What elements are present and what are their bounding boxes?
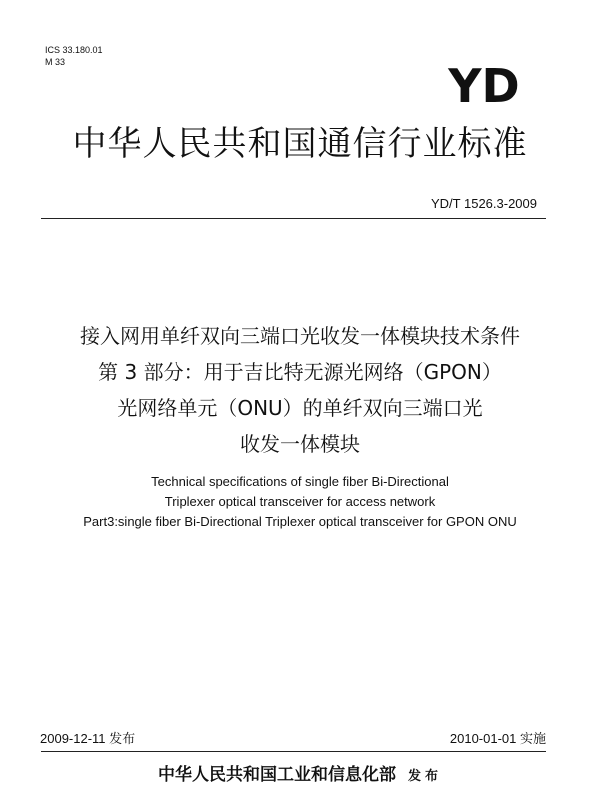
chinese-title: [0, 318, 600, 462]
publisher-suffix: 发布: [407, 769, 442, 784]
top-divider: [41, 218, 546, 219]
english-title-line-2: Triplexer optical transceiver for access network: [164, 494, 436, 509]
standard-number: YD/T 1526.3-2009: [431, 196, 537, 211]
english-title-line-1: Technical specifications of single fiber Bi-Directional: [151, 474, 449, 489]
chinese-title-line-3: 光网络单元（ONU）的单纤双向三端口光: [117, 396, 483, 420]
classification-codes: [45, 44, 103, 68]
chinese-title-line-2: 第 3 部分：用于吉比特无源光网络（GPON）: [98, 360, 502, 384]
issue-date: 2009-12-11 发布: [40, 731, 136, 746]
bottom-divider: [41, 751, 546, 752]
english-title: [0, 472, 600, 532]
category-code: M 33: [45, 57, 66, 67]
publisher: [0, 760, 600, 785]
page-title: 中华人民共和国通信行业标准: [72, 124, 528, 164]
chinese-title-line-1: 接入网用单纤双向三端口光收发一体模块技术条件: [80, 324, 520, 348]
implementation-date: 2010-01-01 实施: [449, 731, 546, 746]
english-title-line-3: Part3:single fiber Bi-Directional Triplexer optical transceiver for GPON ONU: [83, 514, 517, 529]
chinese-title-line-4: 收发一体模块: [240, 432, 360, 456]
yd-logo-text: YD: [448, 60, 520, 106]
yd-logo: [443, 60, 525, 106]
publisher-name: 中华人民共和国工业和信息化部: [157, 765, 396, 785]
ics-code: ICS 33.180.01: [45, 45, 103, 55]
